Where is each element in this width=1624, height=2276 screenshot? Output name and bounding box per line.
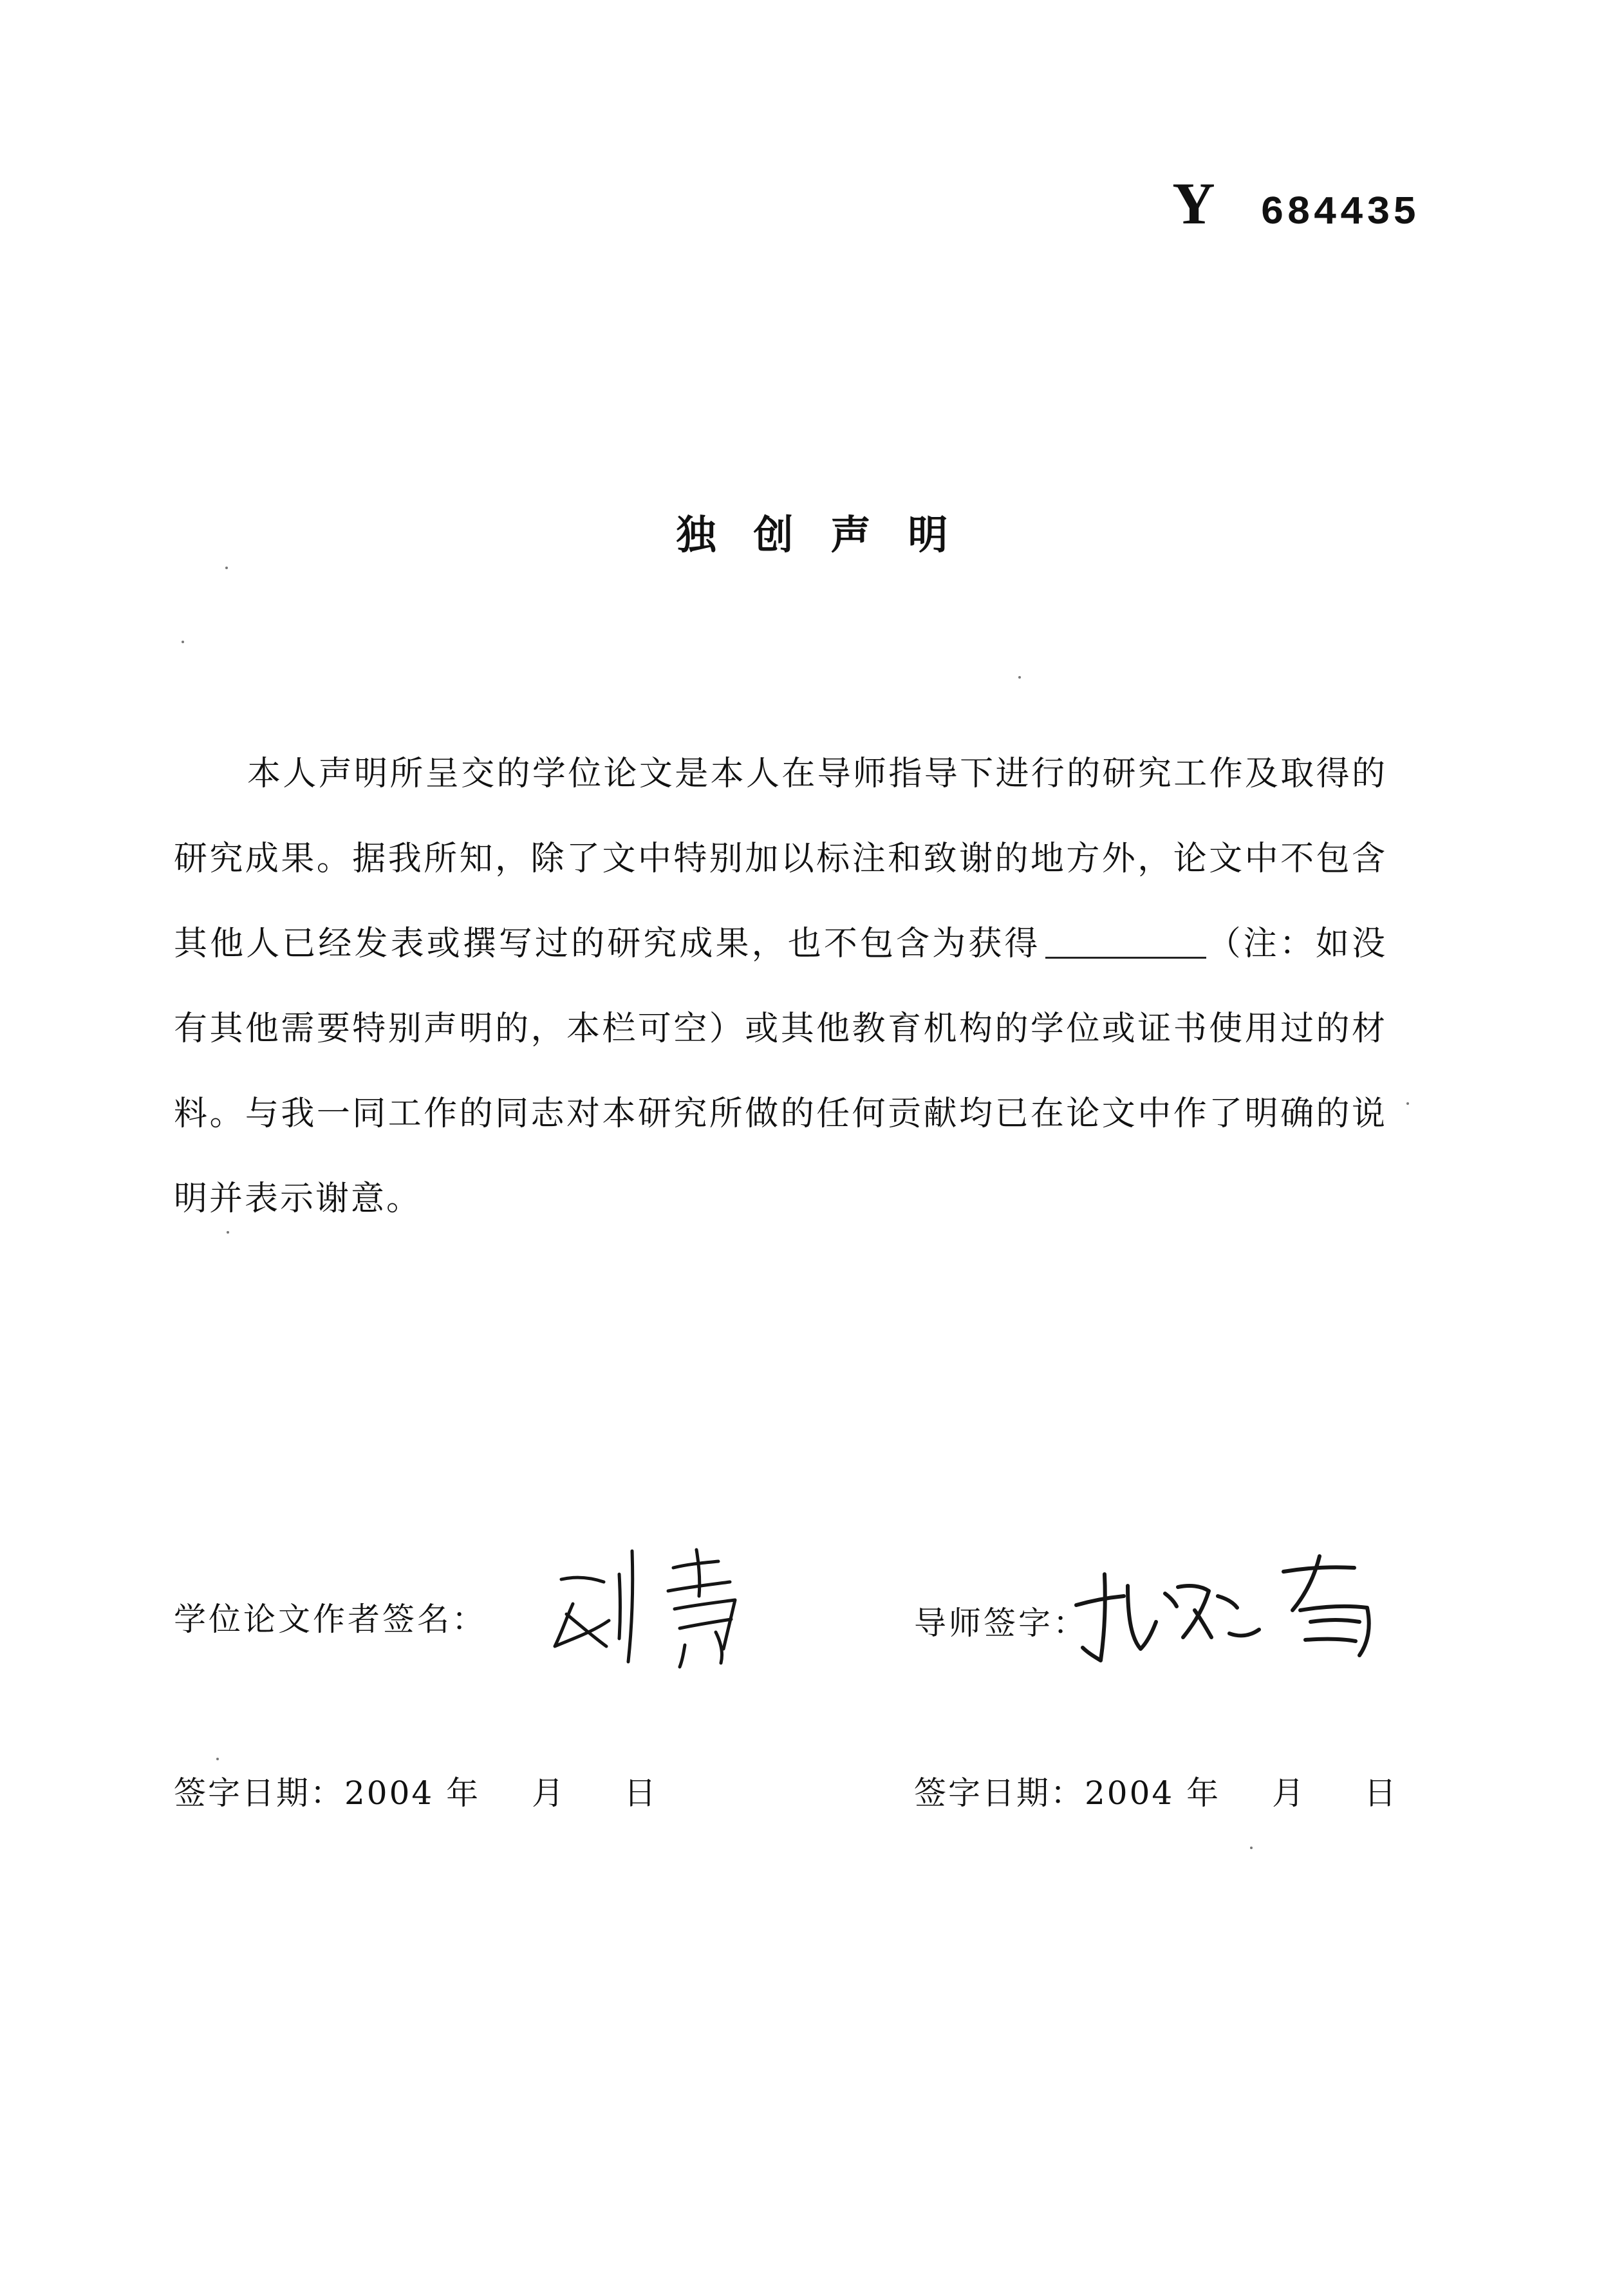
scan-speck — [227, 1231, 229, 1234]
author-sign-date — [174, 1767, 658, 1814]
scan-speck — [182, 641, 184, 643]
scan-speck — [1250, 1847, 1253, 1849]
statement-text-before-blank: 本人声明所呈交的学位论文是本人在导师指导下进行的研究工作及取得的研究成果。据我所知，除了文中特别加以标注和致谢的地方外，论文中不包含其他人已经发表或撰写过的研究成果，也不包含为获得 — [174, 755, 1387, 963]
statement-text-after-blank: （注：如没有其他需要特别声明的，本栏可空）或其他教育机构的学位或证书使用过的材料。与我一同工作的同志对本研究所做的任何贡献均已在论文中作了明确的说明并表示谢意。 — [174, 925, 1387, 1218]
document-id-number: 684435 — [1260, 190, 1419, 236]
scan-speck — [216, 1758, 219, 1760]
advisor-sign-date — [914, 1767, 1398, 1814]
author-date-month-unit: 月 — [532, 1774, 566, 1812]
author-handwritten-signature — [547, 1542, 760, 1671]
statement-paragraph — [174, 731, 1387, 1241]
advisor-date-month-unit: 月 — [1272, 1774, 1307, 1812]
author-date-year: 2004 — [344, 1774, 434, 1812]
document-id — [1172, 171, 1419, 236]
author-signature-label: 学位论文作者签名： — [174, 1601, 487, 1638]
advisor-date-day-unit: 日 — [1364, 1774, 1399, 1812]
scan-speck — [1406, 1102, 1409, 1105]
scan-speck — [225, 567, 228, 569]
advisor-handwritten-signature — [1069, 1548, 1397, 1677]
advisor-signature-label: 导师签字： — [914, 1604, 1088, 1642]
advisor-date-label: 签字日期： — [914, 1774, 1085, 1812]
signature-row — [0, 1542, 1624, 1697]
statement-body — [174, 731, 1387, 1241]
advisor-date-year: 2004 — [1085, 1774, 1175, 1812]
document-id-letter: Y — [1172, 171, 1215, 236]
advisor-date-year-unit: 年 — [1186, 1774, 1221, 1812]
author-date-day-unit: 日 — [624, 1774, 658, 1812]
author-date-year-unit: 年 — [446, 1774, 481, 1812]
date-row — [0, 1767, 1624, 1819]
scan-speck — [1018, 676, 1021, 679]
page-title: 独创声明 — [676, 511, 985, 558]
fill-in-blank-line — [1045, 956, 1206, 959]
author-date-label: 签字日期： — [174, 1774, 344, 1812]
